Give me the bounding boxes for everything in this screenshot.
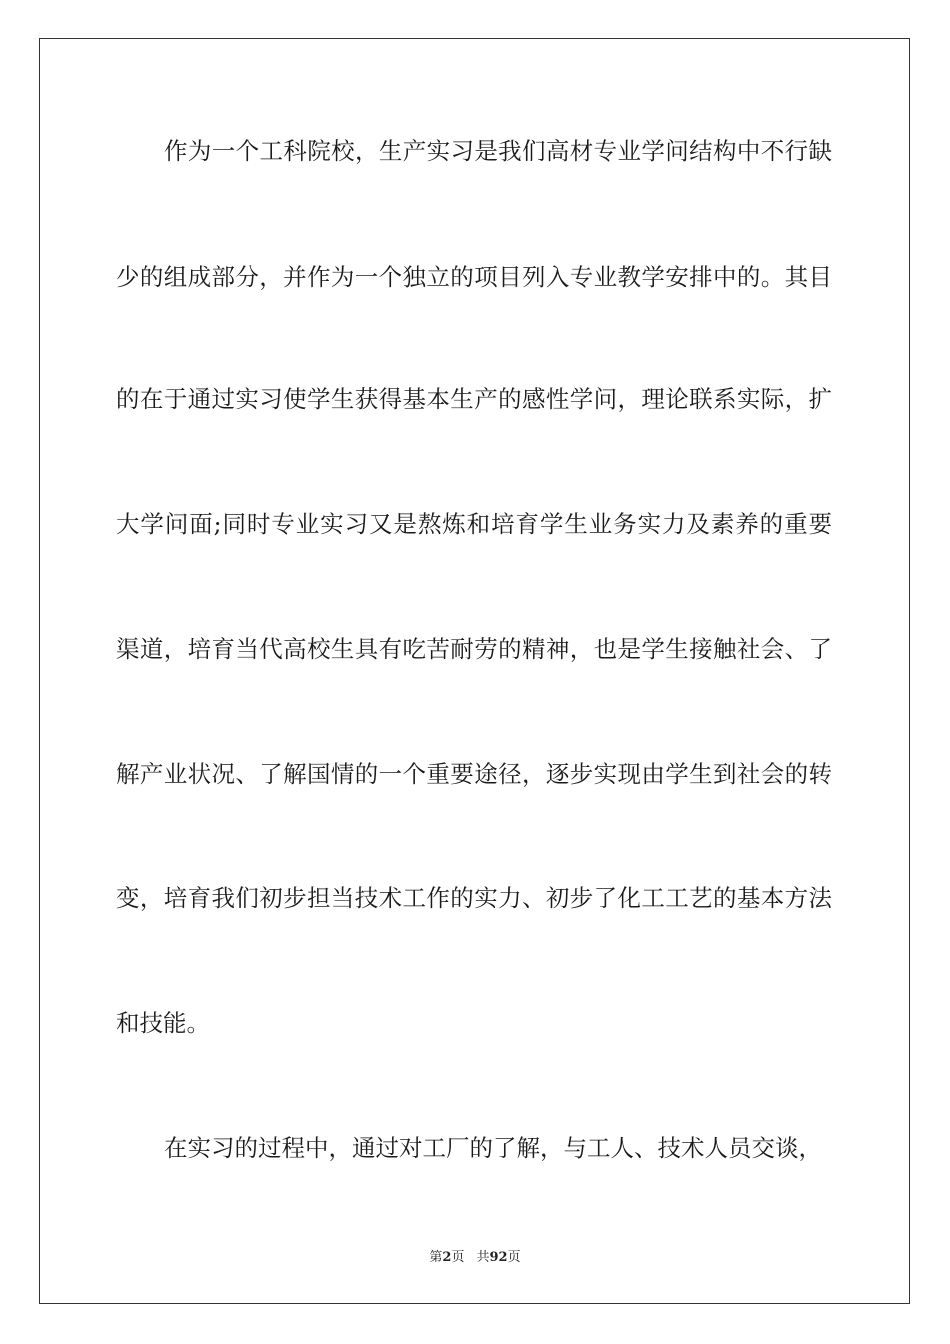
paragraph-1-line-5: 渠道，培育当代高校生具有吃苦耐劳的精神，也是学生接触社会、了 xyxy=(116,635,832,663)
paragraph-1-line-8: 和技能。 xyxy=(116,1009,210,1037)
paragraph-1-line-4: 大学问面;同时专业实习又是熬炼和培育学生业务实力及素养的重要 xyxy=(116,510,832,538)
total-prefix: 共 xyxy=(476,1250,490,1265)
total-unit: 页 xyxy=(507,1250,521,1265)
total-pages: 92 xyxy=(489,1250,508,1265)
page-unit: 页 xyxy=(451,1250,465,1265)
paragraph-1-line-3: 的在于通过实习使学生获得基本生产的感性学问，理论联系实际，扩 xyxy=(116,385,832,413)
paragraph-1-line-1: 作为一个工科院校，生产实习是我们高材专业学问结构中不行缺 xyxy=(164,137,832,165)
page-prefix: 第 xyxy=(429,1250,443,1265)
paragraph-1-line-2: 少的组成部分，并作为一个独立的项目列入专业教学安排中的。其目 xyxy=(116,263,832,291)
paragraph-2-line-1: 在实习的过程中，通过对工厂的了解，与工人、技术人员交谈， xyxy=(164,1134,822,1162)
page-border xyxy=(39,38,910,1304)
paragraph-1-line-7: 变，培育我们初步担当技术工作的实力、初步了化工工艺的基本方法 xyxy=(116,884,832,912)
paragraph-1-line-6: 解产业状况、了解国情的一个重要途径，逐步实现由学生到社会的转 xyxy=(116,760,832,788)
page-number: 2 xyxy=(442,1250,452,1265)
page-footer xyxy=(0,1246,950,1265)
